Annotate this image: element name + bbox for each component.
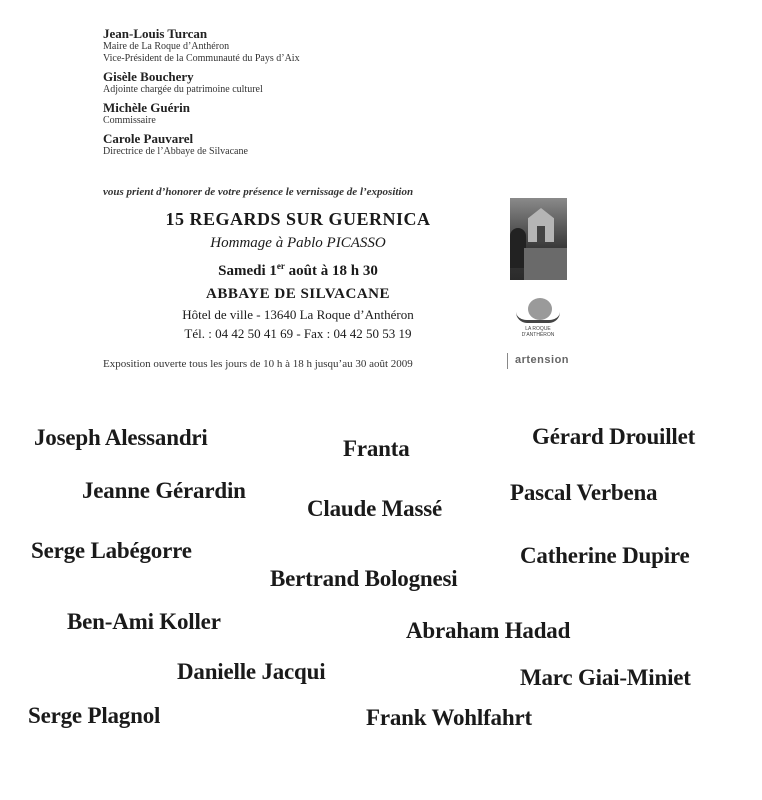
hosts-list	[103, 26, 300, 162]
artist-name: Claude Massé	[307, 496, 442, 521]
artist-name: Frank Wohlfahrt	[366, 705, 532, 730]
artist-name: Ben-Ami Koller	[67, 609, 221, 634]
opening-hours: Exposition ouverte tous les jours de 10 h à 18 h jusqu’au 30 août 2009	[103, 358, 413, 370]
host-role: Vice-Président de la Communauté du Pays d’Aix	[103, 53, 300, 64]
host-role: Directrice de l’Abbaye de Silvacane	[103, 146, 248, 157]
venue-name: ABBAYE DE SILVACANE	[205, 286, 390, 302]
artist-name: Pascal Verbena	[510, 480, 658, 505]
event-title: 15 REGARDS SUR GUERNICA	[165, 209, 431, 229]
wave-icon	[516, 312, 560, 323]
event-date	[103, 256, 493, 281]
host-role: Maire de La Roque d’Anthéron	[103, 41, 230, 52]
event-subtitle: Hommage à Pablo PICASSO	[210, 235, 386, 251]
artist-name: Catherine Dupire	[520, 543, 690, 568]
artension-logo: artension	[515, 354, 570, 366]
artist-name: Gérard Drouillet	[532, 424, 696, 449]
artist-name: Franta	[343, 436, 410, 461]
abbey-photo	[510, 198, 567, 280]
host-name: Gisèle Bouchery	[103, 69, 194, 84]
artist-name: Abraham Hadad	[406, 618, 571, 643]
host-entry	[103, 69, 300, 96]
artist-name: Marc Giai-Miniet	[520, 665, 691, 690]
artist-name: Jeanne Gérardin	[82, 478, 246, 503]
host-name: Carole Pauvarel	[103, 131, 194, 146]
logo-divider	[507, 353, 508, 369]
artist-name: Bertrand Bolognesi	[270, 566, 458, 591]
artist-name: Serge Labégorre	[31, 538, 192, 563]
host-name: Jean-Louis Turcan	[103, 26, 208, 41]
abbey-door-shape	[537, 226, 545, 242]
host-entry	[103, 26, 300, 65]
invitation-text: vous prient d’honorer de votre présence le vernissage de l’exposition	[103, 186, 414, 198]
artist-name: Danielle Jacqui	[177, 659, 326, 684]
venue-phone: Tél. : 04 42 50 41 69 - Fax : 04 42 50 53 19	[184, 326, 412, 341]
event-details	[103, 208, 493, 343]
artist-name: Serge Plagnol	[28, 703, 161, 728]
event-date-suffix: août à 18 h 30	[284, 263, 378, 279]
host-name: Michèle Guérin	[103, 100, 191, 115]
venue-address: Hôtel de ville - 13640 La Roque d’Anthéron	[182, 307, 414, 322]
event-date-sup: er	[276, 261, 285, 271]
host-entry	[103, 131, 300, 158]
la-roque-logo	[512, 294, 564, 342]
host-entry	[103, 100, 300, 127]
water-shape	[524, 248, 567, 280]
event-date-prefix: Samedi 1	[218, 263, 277, 279]
host-role: Adjointe chargée du patrimoine culturel	[103, 84, 263, 95]
artist-name: Joseph Alessandri	[34, 425, 208, 450]
host-role: Commissaire	[103, 115, 156, 126]
la-roque-logo-text: LA ROQUE D’ANTHÉRON	[521, 326, 555, 338]
